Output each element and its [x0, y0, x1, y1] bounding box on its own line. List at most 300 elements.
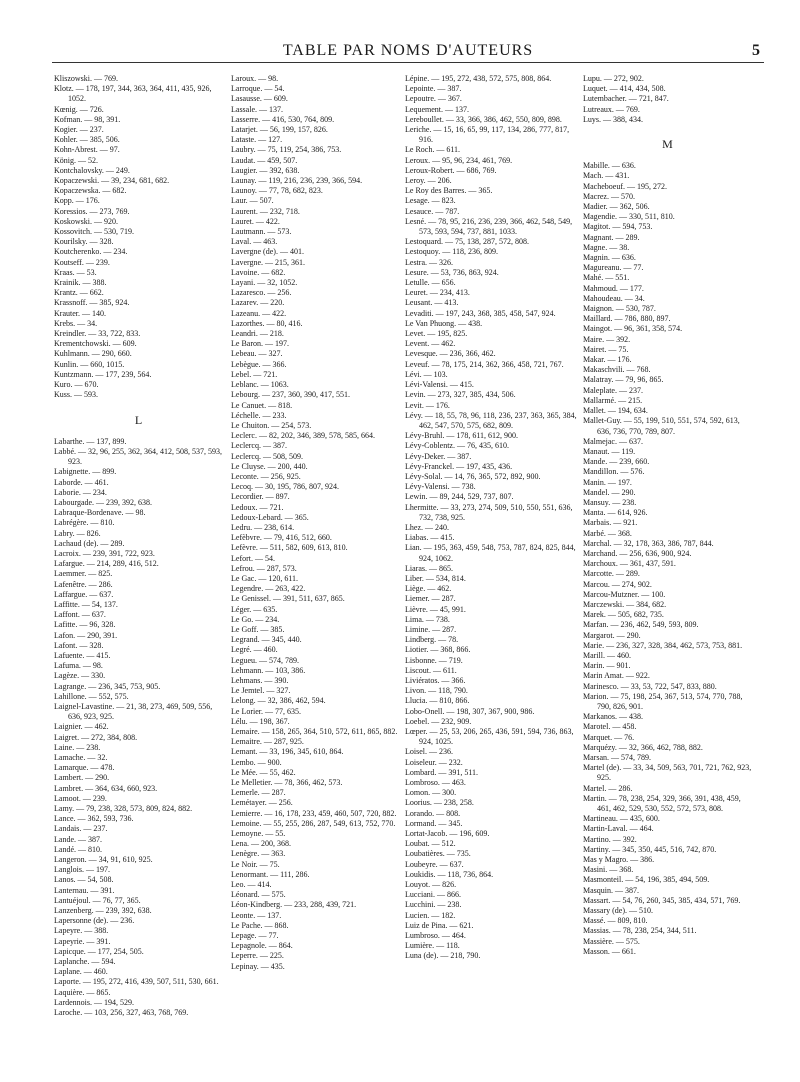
- index-entry: Krauter. — 140.: [54, 308, 106, 318]
- index-entry: Martel. — 286.: [583, 783, 633, 793]
- index-entry: König. — 52.: [54, 155, 98, 165]
- index-entry: Mas y Magro. — 386.: [583, 855, 655, 865]
- index-entry: Ledoux-Lebard. — 365.: [231, 512, 309, 522]
- index-entry: Lhez. — 240.: [405, 522, 449, 532]
- index-entry: Mahoudeau. — 34.: [583, 293, 645, 303]
- index-entry: Lucciani. — 866.: [405, 890, 461, 900]
- index-entry: Magnin. — 636.: [583, 253, 636, 263]
- index-entry: Lasserre. — 416, 530, 764, 809.: [231, 114, 335, 124]
- index-entry: Leusant. — 413.: [405, 298, 459, 308]
- index-entry: Lévi-Valensi. — 415.: [405, 380, 474, 390]
- index-entry: Lagèze. — 330.: [54, 671, 106, 681]
- index-entry: Lazarev. — 220.: [231, 298, 285, 308]
- index-entry: Le Gac. — 120, 611.: [231, 573, 299, 583]
- index-entry: Liotier. — 368, 866.: [405, 645, 471, 655]
- index-entry: Lembo. — 900.: [231, 757, 282, 767]
- index-entry: Krebs. — 34.: [54, 318, 98, 328]
- index-entry: Lepage. — 77.: [231, 931, 279, 941]
- index-entry: Marquézy. — 32, 366, 462, 788, 882.: [583, 742, 703, 752]
- index-entry: Liemer. — 287.: [405, 594, 456, 604]
- index-entry: Madier. — 362, 506.: [583, 202, 650, 212]
- index-entry: Makaschvili. — 768.: [583, 365, 651, 375]
- index-entry: Klotz. — 178, 197, 344, 363, 364, 411, 435, 926, 1052.: [54, 84, 212, 104]
- index-entry: Lumbroso. — 464.: [405, 931, 466, 941]
- index-entry: Kœnig. — 726.: [54, 104, 104, 114]
- index-entry: Levesque. — 236, 366, 462.: [405, 349, 496, 359]
- index-entry: Lorando. — 808.: [405, 808, 461, 818]
- index-entry: Le Lorier. — 77, 635.: [231, 706, 301, 716]
- index-entry: Le Melletier. — 78, 366, 462, 573.: [231, 778, 343, 788]
- index-entry: Kreindler. — 33, 722, 833.: [54, 329, 141, 339]
- index-entry: Laffont. — 637.: [54, 610, 106, 620]
- index-entry: Magendie. — 330, 511, 810.: [583, 212, 675, 222]
- index-entry: Lefrou. — 287, 573.: [231, 563, 297, 573]
- index-entry: Liscout. — 611.: [405, 665, 457, 675]
- index-entry: Laur. — 507.: [231, 196, 274, 206]
- index-entry: Liaras. — 865.: [405, 563, 453, 573]
- index-entry: Lepointe. — 387.: [405, 84, 462, 94]
- index-entry: Lesauce. — 787.: [405, 206, 460, 216]
- index-entry: Le Chuiton. — 254, 573.: [231, 420, 312, 430]
- page-number: 5: [752, 42, 760, 59]
- index-entry: Lande. — 387.: [54, 834, 102, 844]
- index-entry: Mahmoud. — 177.: [583, 283, 644, 293]
- index-entry: Laplanche. — 594.: [54, 957, 116, 967]
- index-entry: Kuntzmann. — 177, 239, 564.: [54, 369, 152, 379]
- index-entry: Livon. — 118, 790.: [405, 686, 468, 696]
- index-entry: Lemaire. — 158, 265, 364, 510, 572, 611, 865, 882.: [231, 727, 398, 736]
- index-entry: Maire. — 392.: [583, 334, 631, 344]
- index-entry: Lélu. — 198, 367.: [231, 716, 290, 726]
- index-entry: Lahillone. — 552, 575.: [54, 691, 129, 701]
- index-entry: Lelong. — 32, 386, 462, 594.: [231, 696, 326, 706]
- index-entry: Lamoot. — 239.: [54, 793, 107, 803]
- index-entry: Le Roy des Barres. — 365.: [405, 186, 493, 196]
- index-entry: Martin. — 78, 238, 254, 329, 366, 391, 438, 459, 461, 462, 529, 530, 552, 572, 573, 808.: [583, 793, 741, 814]
- index-entry: Loubatières. — 735.: [405, 849, 471, 859]
- index-entry: Laborie. — 234.: [54, 487, 107, 497]
- index-entry: Kontchalovsky. — 249.: [54, 165, 130, 175]
- index-entry: Koskowski. — 920.: [54, 216, 119, 226]
- index-entry: Leandri. — 218.: [231, 329, 284, 339]
- index-entry: Léger. — 635.: [231, 604, 278, 614]
- index-entry: Letulle. — 656.: [405, 278, 456, 288]
- index-entry: Le Cluyse. — 200, 440.: [231, 461, 308, 471]
- index-entry: Lazorthes. — 80, 416.: [231, 318, 303, 328]
- index-entry: Legrand. — 345, 440.: [231, 635, 302, 645]
- index-entry: Landais. — 237.: [54, 824, 108, 834]
- index-entry: Lapeyre. — 388.: [54, 926, 109, 936]
- index-entry: Lestoquard. — 75, 138, 287, 572, 808.: [405, 237, 529, 247]
- index-entry: Mandel. — 290.: [583, 487, 636, 497]
- index-entry: Legendre. — 263, 422.: [231, 584, 306, 594]
- index-entry: Kohn-Abrest. — 97.: [54, 145, 120, 155]
- index-entry: Laudat. — 459, 507.: [231, 155, 298, 165]
- index-entry: Lafuente. — 415.: [54, 650, 111, 660]
- index-entry: Latarjet. — 56, 199, 157, 826.: [231, 125, 328, 135]
- index-entry: Manta. — 614, 926.: [583, 508, 648, 518]
- index-entry: Martiny. — 345, 350, 445, 516, 742, 870.: [583, 844, 717, 854]
- index-entry: Lanternau. — 391.: [54, 885, 115, 895]
- index-column-4: [583, 74, 753, 957]
- index-entry: Loubeyre. — 637.: [405, 859, 464, 869]
- index-entry: Lantuéjoul. — 76, 77, 365.: [54, 895, 141, 905]
- index-entry: Malatray. — 79, 96, 865.: [583, 375, 664, 385]
- index-entry: Markanos. — 438.: [583, 712, 643, 722]
- index-entry: Layani. — 32, 1052.: [231, 278, 298, 288]
- index-entry: Laporte. — 195, 272, 416, 439, 507, 511, 530, 661.: [54, 977, 219, 987]
- index-entry: Lima. — 738.: [405, 614, 450, 624]
- index-entry: Massart. — 54, 76, 260, 345, 385, 434, 571, 769.: [583, 895, 741, 905]
- index-entry: Lewin. — 89, 244, 529, 737, 807.: [405, 492, 514, 502]
- index-entry: Masquin. — 387.: [583, 885, 639, 895]
- index-entry: Lapeyrie. — 391.: [54, 936, 111, 946]
- index-column-2: [231, 74, 399, 972]
- index-entry: Limine. — 287.: [405, 624, 457, 634]
- index-entry: Leonte. — 137.: [231, 910, 282, 920]
- index-entry: Lévy. — 18, 55, 78, 96, 118, 236, 237, 363, 365, 384, 462, 547, 570, 575, 682, 809.: [405, 410, 577, 430]
- index-entry: Leroux. — 95, 96, 234, 461, 769.: [405, 155, 513, 165]
- index-entry: Lièvre. — 45, 991.: [405, 604, 466, 614]
- index-entry: Leperre. — 225.: [231, 951, 284, 961]
- index-entry: Landé. — 810.: [54, 844, 102, 854]
- index-entry: Laquière. — 865.: [54, 987, 111, 997]
- index-entry: Leclercq. — 508, 509.: [231, 451, 303, 461]
- index-entry: Léchelle. — 233.: [231, 410, 287, 420]
- index-entry: Lemoine. — 55, 255, 286, 287, 549, 613, 752, 770.: [231, 818, 396, 828]
- index-entry: Lenègre. — 363.: [231, 849, 286, 859]
- index-entry: Lacroix. — 239, 391, 722, 923.: [54, 548, 155, 558]
- index-entry: Krantz. — 662.: [54, 288, 104, 298]
- index-entry: Laffargue. — 637.: [54, 589, 114, 599]
- index-entry: Lambret. — 364, 634, 660, 923.: [54, 783, 158, 793]
- index-entry: Mahé. — 551.: [583, 273, 630, 283]
- index-entry: Lévy-Deker. — 387.: [405, 451, 472, 461]
- index-entry: Massias. — 78, 238, 254, 344, 511.: [583, 926, 697, 936]
- index-entry: Marek. — 505, 682, 735.: [583, 610, 664, 620]
- index-entry: Laignel-Lavastine. — 21, 38, 273, 469, 509, 556, 636, 923, 925.: [54, 701, 213, 722]
- index-entry: Le Mée. — 55, 462.: [231, 767, 296, 777]
- index-entry: Mallet-Guy. — 55, 199, 510, 551, 574, 592, 613, 636, 736, 770, 789, 807.: [583, 416, 740, 436]
- index-entry: Martin-Laval. — 464.: [583, 824, 654, 834]
- header-rule: [52, 62, 764, 63]
- index-entry: Marchand. — 256, 636, 900, 924.: [583, 548, 692, 558]
- index-entry: Laval. — 463.: [231, 237, 278, 247]
- section-letter: M: [662, 137, 674, 152]
- index-entry: Le Baron. — 197.: [231, 339, 289, 349]
- index-entry: Le Goff. — 385.: [231, 624, 285, 634]
- index-entry: Lepinay. — 435.: [231, 961, 285, 971]
- index-entry: Lepagnole. — 864.: [231, 941, 293, 951]
- index-entry: Maignon. — 530, 787.: [583, 304, 656, 314]
- index-entry: Lavergne (de). — 401.: [231, 247, 304, 257]
- index-entry: Masmonteil. — 54, 196, 385, 494, 509.: [583, 875, 710, 885]
- index-entry: Marcotte. — 289.: [583, 569, 640, 579]
- index-entry: Labrégère. — 810.: [54, 518, 115, 528]
- index-entry: Lautmann. — 573.: [231, 227, 292, 237]
- index-entry: Kopp. — 176.: [54, 196, 100, 206]
- index-entry: Lévy-Bruhl. — 178, 611, 612, 900.: [405, 431, 519, 441]
- index-entry: Lamy. — 79, 238, 328, 573, 809, 824, 882.: [54, 804, 193, 814]
- index-entry: Marchoux. — 361, 437, 591.: [583, 559, 676, 569]
- index-entry: Magitot. — 594, 753.: [583, 222, 653, 232]
- index-entry: Lavoine. — 682.: [231, 267, 286, 277]
- index-entry: Manin. — 197.: [583, 477, 632, 487]
- index-entry: Langlois. — 197.: [54, 865, 110, 875]
- index-entry: Mandillon. — 576.: [583, 467, 645, 477]
- index-entry: Liabas. — 415.: [405, 533, 455, 543]
- index-entry: Lagrange. — 236, 345, 753, 905.: [54, 681, 161, 691]
- index-entry: Labbé. — 32, 96, 255, 362, 364, 412, 508, 537, 593, 923.: [54, 446, 222, 467]
- index-entry: Marsan. — 574, 789.: [583, 753, 651, 762]
- index-entry: Mabille. — 636.: [583, 161, 636, 171]
- index-entry: Launoy. — 77, 78, 682, 823.: [231, 186, 323, 196]
- index-entry: Lauret. — 422.: [231, 216, 280, 226]
- index-entry: Lafon. — 290, 391.: [54, 630, 118, 640]
- index-entry: Koutcherenko. — 234.: [54, 247, 128, 257]
- index-entry: Makar. — 176.: [583, 355, 632, 365]
- index-entry: Lévy-Valensi. — 738.: [405, 482, 476, 492]
- index-entry: Lortat-Jacob. — 196, 609.: [405, 829, 490, 839]
- index-entry: Lestra. — 326.: [405, 257, 453, 267]
- index-entry: Maillard. — 786, 880, 897.: [583, 314, 671, 324]
- index-entry: Mansuy. — 238.: [583, 497, 637, 507]
- index-entry: Lebeau. — 327.: [231, 349, 283, 359]
- index-entry: Ledru. — 238, 614.: [231, 522, 295, 532]
- index-entry: Manaut. — 119.: [583, 446, 636, 456]
- index-entry: Marczewski. — 384, 682.: [583, 599, 667, 609]
- index-entry: Leclerc. — 82, 202, 346, 389, 578, 585, 664.: [231, 431, 375, 441]
- index-entry: Lafargue. — 214, 289, 416, 512.: [54, 559, 159, 569]
- index-entry: Lequement. — 137.: [405, 104, 469, 114]
- index-entry: Le Noir. — 75.: [231, 859, 280, 869]
- index-entry: Masson. — 661.: [583, 946, 636, 956]
- index-entry: Leveuf. — 78, 175, 214, 362, 366, 458, 721, 767.: [405, 359, 564, 369]
- index-entry: Labignette. — 899.: [54, 467, 117, 477]
- index-entry: Kuro. — 670.: [54, 380, 99, 390]
- index-entry: Loebel. — 232, 909.: [405, 716, 472, 726]
- index-entry: Langeron. — 34, 91, 610, 925.: [54, 855, 153, 865]
- index-entry: Leblanc. — 1063.: [231, 380, 289, 390]
- index-entry: Labry. — 826.: [54, 528, 101, 538]
- index-entry: Kofman. — 98, 391.: [54, 114, 121, 124]
- index-entry: Lasausse. — 609.: [231, 94, 288, 104]
- index-entry: Lehmans. — 390.: [231, 675, 289, 685]
- index-entry: Le Pache. — 868.: [231, 920, 289, 930]
- index-entry: Levaditi. — 197, 243, 368, 385, 458, 547, 924.: [405, 308, 556, 318]
- index-entry: Kunlin. — 660, 1015.: [54, 359, 125, 369]
- index-entry: Maleplate. — 237.: [583, 385, 643, 395]
- index-entry: Lucchini. — 238.: [405, 900, 462, 910]
- index-entry: Labraque-Bordenave. — 98.: [54, 508, 146, 518]
- index-entry: Magureanu. — 77.: [583, 263, 644, 273]
- index-entry: Léonard. — 575.: [231, 890, 286, 900]
- index-entry: Magnant. — 289.: [583, 232, 640, 242]
- index-entry: Marchal. — 32, 178, 363, 386, 787, 844.: [583, 538, 714, 548]
- index-entry: Kuss. — 593.: [54, 390, 99, 400]
- index-entry: Loubat. — 512.: [405, 839, 456, 849]
- index-entry: Lisbonne. — 719.: [405, 655, 463, 665]
- index-entry: Lefort. — 54.: [231, 553, 275, 563]
- index-entry: Lepoutre. — 367.: [405, 94, 462, 104]
- index-entry: Marfan. — 236, 462, 549, 593, 809.: [583, 620, 699, 630]
- index-entry: Laugier. — 392, 638.: [231, 165, 300, 175]
- index-entry: Lévy-Coblentz. — 76, 435, 610.: [405, 441, 509, 451]
- index-entry: Le Canuet. — 818.: [231, 400, 293, 410]
- index-entry: Lassale. — 137.: [231, 104, 283, 114]
- index-entry: Llucia. — 810, 866.: [405, 696, 470, 706]
- index-entry: Lapersonne (de). — 236.: [54, 916, 135, 926]
- index-entry: Lesage. — 823.: [405, 196, 456, 206]
- index-entry: Martineau. — 435, 600.: [583, 814, 660, 824]
- index-entry: Lazaresco. — 256.: [231, 288, 292, 298]
- page-title: TABLE PAR NOMS D'AUTEURS: [282, 42, 534, 59]
- index-entry: Lhermitte. — 33, 273, 274, 509, 510, 550, 551, 636, 732, 738, 925.: [405, 502, 573, 522]
- index-entry: Massé. — 809, 810.: [583, 916, 648, 926]
- index-entry: Lavergne. — 215, 361.: [231, 257, 306, 267]
- index-entry: Kuhlmann. — 290, 660.: [54, 349, 132, 359]
- index-entry: Martel (de). — 33, 34, 509, 563, 701, 721, 762, 923, 925.: [583, 763, 752, 783]
- index-entry: Lebourg. — 237, 360, 390, 417, 551.: [231, 390, 350, 400]
- index-entry: Lance. — 362, 593, 736.: [54, 814, 134, 824]
- index-entry: Marinesco. — 33, 53, 722, 547, 833, 880.: [583, 681, 717, 691]
- index-entry: Labarthe. — 137, 899.: [54, 436, 127, 446]
- index-entry: Marin Amat. — 922.: [583, 671, 650, 681]
- index-entry: Le Jemtel. — 327.: [231, 686, 291, 696]
- index-entry: Levit. — 176.: [405, 400, 450, 410]
- index-entry: Lamarque. — 478.: [54, 763, 115, 773]
- index-entry: Kopaczewska. — 682.: [54, 186, 127, 196]
- index-entry: Leroy. — 206.: [405, 176, 452, 186]
- index-entry: Kogier. — 237.: [54, 125, 104, 135]
- index-entry: Lehmann. — 103, 386.: [231, 665, 306, 675]
- index-entry: Lereboullet. — 33, 366, 386, 462, 550, 809, 898.: [405, 114, 562, 124]
- index-entry: Lena. — 200, 368.: [231, 839, 291, 849]
- index-entry: Leconte. — 256, 925.: [231, 471, 301, 481]
- index-entry: Maingot. — 96, 361, 358, 574.: [583, 324, 683, 334]
- index-entry: Larroque. — 54.: [231, 84, 285, 94]
- index-entry: Lesné. — 78, 95, 216, 236, 239, 366, 462, 548, 549, 573, 593, 594, 737, 881, 1033.: [405, 216, 573, 237]
- index-entry: Lumière. — 118.: [405, 941, 460, 951]
- index-entry: Lombard. — 391, 511.: [405, 767, 479, 777]
- index-entry: Leriche. — 15, 16, 65, 99, 117, 134, 286, 777, 817, 916.: [405, 125, 570, 145]
- index-entry: Lemierre. — 16, 178, 233, 459, 460, 507, 720, 882.: [231, 808, 397, 818]
- index-entry: Kourilsky. — 328.: [54, 237, 114, 247]
- index-entry: Marie. — 236, 327, 328, 384, 462, 573, 753, 881.: [583, 640, 743, 650]
- index-entry: Marbais. — 921.: [583, 518, 638, 528]
- index-entry: Kraas. — 53.: [54, 267, 97, 277]
- index-entry: Marion. — 75, 198, 254, 367, 513, 574, 770, 788, 790, 826, 901.: [583, 691, 743, 711]
- index-entry: Laborde. — 461.: [54, 477, 109, 487]
- index-entry: Marcou-Mutzner. — 100.: [583, 589, 666, 599]
- index-entry: Lemétayer. — 256.: [231, 798, 293, 808]
- index-entry: Le Go. — 234.: [231, 614, 280, 624]
- index-entry: Magne. — 38.: [583, 242, 630, 252]
- index-entry: Lecordier. — 897.: [231, 492, 290, 502]
- page-header: [52, 34, 764, 64]
- index-entry: Laurent. — 232, 718.: [231, 206, 300, 216]
- index-entry: Marill. — 460.: [583, 650, 631, 660]
- index-entry: Lefèvre. — 511, 582, 609, 613, 810.: [231, 543, 348, 553]
- index-entry: Lazeanu. — 422.: [231, 308, 287, 318]
- index-entry: Lobo-Onell. — 198, 307, 367, 900, 986.: [405, 706, 535, 716]
- index-entry: Lucien. — 182.: [405, 910, 456, 920]
- index-entry: Lindberg. — 78.: [405, 635, 459, 645]
- index-entry: Koressios. — 273, 769.: [54, 206, 130, 216]
- index-entry: Levin. — 273, 327, 385, 434, 506.: [405, 390, 516, 400]
- index-entry: Lombroso. — 463.: [405, 778, 466, 788]
- index-entry: Lomon. — 300.: [405, 788, 457, 798]
- index-entry: Lefèbvre. — 79, 416, 512, 660.: [231, 533, 332, 543]
- index-entry: Marin. — 901.: [583, 661, 631, 671]
- index-entry: Leroux-Robert. — 686, 769.: [405, 165, 497, 175]
- index-entry: Loorius. — 238, 258.: [405, 798, 474, 808]
- index-entry: Léon-Kindberg. — 233, 288, 439, 721.: [231, 900, 357, 910]
- index-entry: Lafenêtre. — 286.: [54, 579, 113, 589]
- index-entry: Luys. — 388, 434.: [583, 114, 643, 124]
- index-entry: Massary (de). — 510.: [583, 906, 653, 916]
- index-entry: Lafuma. — 98.: [54, 661, 103, 671]
- index-entry: Leo. — 414.: [231, 880, 272, 890]
- index-entry: Lian. — 195, 363, 459, 548, 753, 787, 824, 825, 844, 924, 1062.: [405, 543, 576, 563]
- index-entry: Krainik. — 388.: [54, 278, 107, 288]
- index-entry: Launay. — 119, 216, 236, 239, 366, 594.: [231, 176, 363, 186]
- index-entry: Malmejac. — 637.: [583, 436, 643, 446]
- index-entry: Laigret. — 272, 384, 808.: [54, 732, 138, 742]
- index-entry: Massière. — 575.: [583, 936, 640, 946]
- index-entry: Lestoquoy. — 118, 236, 809.: [405, 247, 498, 257]
- index-entry: Lemerle. — 287.: [231, 788, 286, 798]
- index-entry: Margarot. — 290.: [583, 630, 641, 640]
- index-entry: Kopaczewski. — 39, 234, 681, 682.: [54, 176, 170, 186]
- index-entry: Lupu. — 272, 902.: [583, 74, 644, 83]
- index-entry: Kliszowski. — 769.: [54, 74, 118, 83]
- index-entry: Lévy-Solal. — 14, 76, 365, 572, 892, 900.: [405, 471, 541, 481]
- index-entry: Loiseleur. — 232.: [405, 757, 463, 767]
- index-entry: Liège. — 462.: [405, 584, 452, 594]
- index-entry: Macrez. — 570.: [583, 191, 635, 201]
- index-entry: Loisel. — 236.: [405, 747, 453, 757]
- index-entry: Marquet. — 76.: [583, 732, 635, 742]
- index-entry: Mallet. — 194, 634.: [583, 406, 648, 416]
- index-entry: Leclercq. — 387.: [231, 441, 287, 451]
- index-entry: Labourgade. — 239, 392, 638.: [54, 497, 153, 507]
- index-entry: Luna (de). — 218, 790.: [405, 951, 481, 961]
- index-entry: Laffitte. — 54, 137.: [54, 599, 118, 609]
- index-entry: Laemmer. — 825.: [54, 569, 113, 579]
- index-entry: Lévi. — 103.: [405, 369, 448, 379]
- index-entry: Marbé. — 368.: [583, 528, 632, 538]
- index-entry: Mach. — 431.: [583, 171, 630, 181]
- index-entry: Laubry. — 75, 119, 254, 386, 753.: [231, 145, 342, 155]
- index-entry: Lafitte. — 96, 328.: [54, 620, 116, 630]
- index-entry: Krementchowski. — 609.: [54, 339, 137, 349]
- index-entry: Le Genissel. — 391, 511, 637, 865.: [231, 594, 345, 604]
- index-entry: Lambert. — 290.: [54, 773, 110, 783]
- index-entry: Lecoq. — 30, 195, 786, 807, 924.: [231, 482, 339, 492]
- index-entry: Liber. — 534, 814.: [405, 573, 466, 583]
- index-entry: Luquet. — 414, 434, 508.: [583, 84, 666, 94]
- index-entry: Lafont. — 328.: [54, 640, 104, 650]
- index-entry: Lapicque. — 177, 254, 505.: [54, 946, 144, 956]
- index-entry: Luiz de Pina. — 621.: [405, 920, 474, 930]
- index-entry: Lemoyne. — 55.: [231, 829, 286, 839]
- index-entry: Liviératos. — 366.: [405, 675, 466, 685]
- index-entry: Mallarmé. — 215.: [583, 395, 643, 405]
- index-entry: Le Van Phuong. — 438.: [405, 318, 483, 328]
- index-entry: Marcou. — 274, 902.: [583, 579, 652, 589]
- index-entry: Le Roch. — 611.: [405, 145, 461, 155]
